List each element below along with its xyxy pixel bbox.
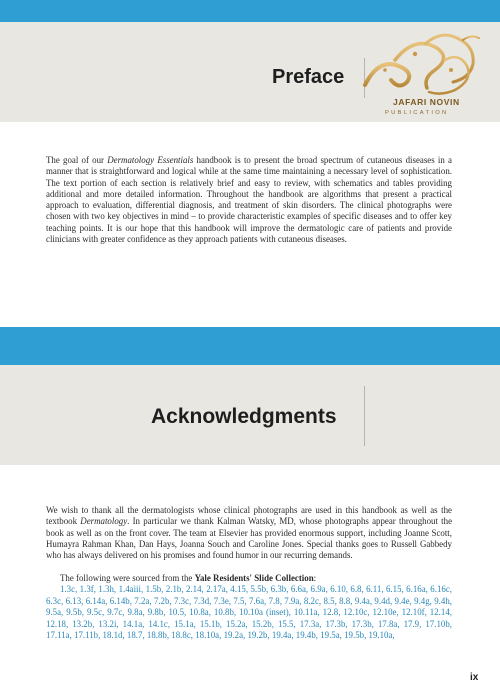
figure-reference-list[interactable]: 1.3c, 1.3f, 1.3h, 1.4aiii, 1.5b, 2.1b, 2.14, 2.17a, 4.15, 5.5b, 6.3b, 6.6a, 6.9a, 6.10, 6.8, 6.11, 6.15, 6.16a, 6.16c, 6.3c, 6.13, 6.14a, 6.14b, 7.2a, 7.2b, 7.3c, 7.3d, 7.3e, 7.5, 7.6a, 7.8, 7.9a, 8.2c, 8.5, 8.8, 9.4a, 9.4d, 9.4e, 9.4g, 9.4h, 9.5a, 9.5b, 9.5c, 9.7c, 9.8a, 9.8b, 10.5, 10.8a, 10.8b, 10.10a (inset), 10.11a, 12.8, 12.10c, 12.10e, 12.10f, 12.14, 12.18, 13.2b, 13.2i, 14.1a, 14.1c, 15.1a, 15.1b, 15.2a, 15.2b, 15.5, 17.3a, 17.3b, 17.3b, 17.8a, 17.9, 17.10b, 17.11a, 17.11b, 18.1d, 18.7, 18.8b, 18.8c, 18.10a, 19.2a, 19.2b, 19.4a, 19.4b, 19.5a, 19.5b, 19.10a, [46, 584, 452, 641]
acknowledgments-heading: Acknowledgments [151, 405, 337, 428]
sourced-intro: The following were sourced from the [60, 573, 195, 583]
publisher-name: JAFARI NOVIN [393, 97, 460, 107]
page-number: ix [470, 672, 479, 683]
acknowledgments-accent-bar [0, 327, 500, 365]
preface-heading: Preface [272, 66, 345, 88]
slide-collection-name: Yale Residents' Slide Collection [194, 573, 314, 583]
acknowledgments-divider [364, 386, 365, 446]
publisher-subtitle: PUBLICATION [385, 110, 449, 116]
top-accent-bar [0, 0, 500, 22]
preface-body: The goal of our Dermatology Essentials handbook is to present the broad spectrum of cutaneous diseases in a manner that is straightforward and logical while at the same time maintaining a necessary level of sophistication. The text portion of each section is relatively brief and easy to review, with schematics and tables providing additional and more detailed information. Throughout the handbook are algorithms that present a practical approach to evaluation, differential diagnosis, and treatment of skin disorders. The clinical photographs were chosen with two key objectives in mind – to provide characteristic examples of specific diseases and to offer key teaching points. It is our hope that this handbook will improve the dermatologic care of patients and provide clinicians with greater confidence as they approach patients with cutaneous diseases. [46, 155, 452, 245]
acknowledgments-body: We wish to thank all the dermatologists whose clinical photographs are used in this handbook as well as the textbook Dermatology. In particular we thank Kalman Watsky, MD, whose photographs appear throughout the book as well as on the front cover. The team at Elsevier has provided enormous support, including Joanne Scott, Humayra Rahman Khan, Dan Hays, Joanna Souch and Caroline Jones. Special thanks goes to Russell Gabbedy who has always delivered on his promises and found humor in our recurring demands. [46, 505, 453, 561]
calligraphy-emblem-icon [355, 30, 487, 100]
sourced-end: : [313, 573, 317, 583]
sourced-line [60, 573, 460, 584]
